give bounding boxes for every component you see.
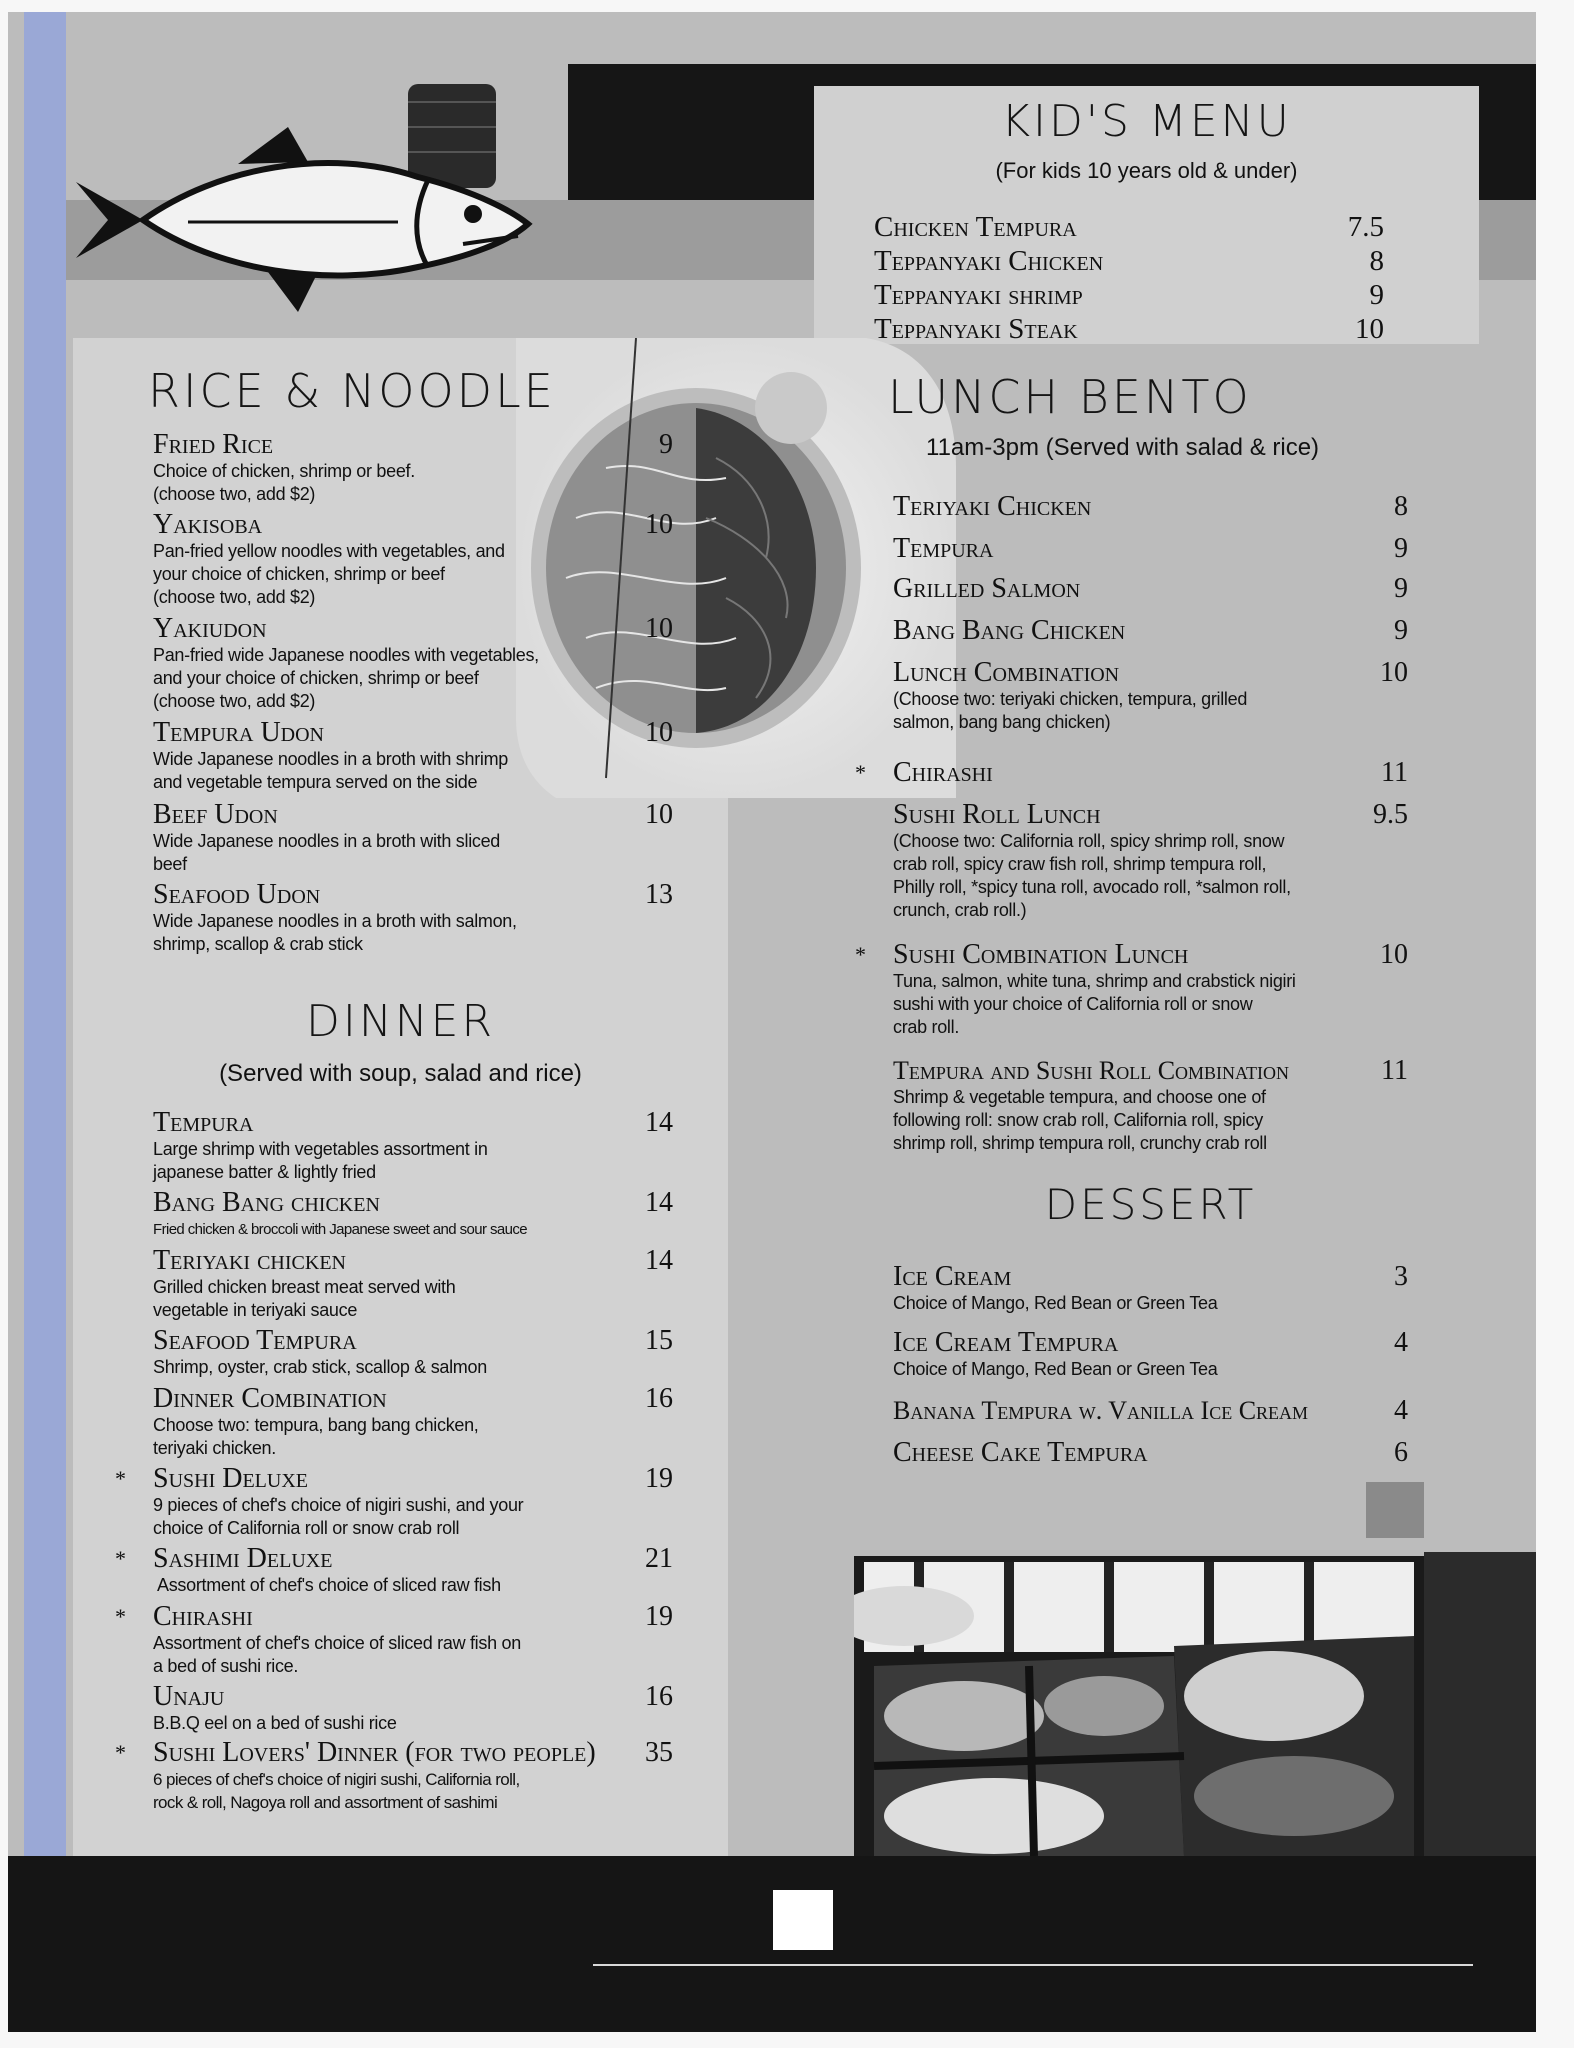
item-price: 11 (1381, 757, 1408, 788)
item-price: 3 (1394, 1261, 1408, 1292)
menu-item (115, 1601, 673, 1678)
item-name: Yakisoba (153, 509, 263, 540)
menu-item (153, 429, 673, 506)
menu-item (153, 1107, 673, 1184)
menu-item (153, 1383, 673, 1460)
menu-item (893, 616, 1408, 646)
item-name: Teppanyaki Chicken (874, 245, 1104, 277)
lunch-bento-subtitle: 11am-3pm (Served with salad & rice) (926, 434, 1320, 461)
item-price: 9 (1394, 615, 1408, 646)
item-price: 6 (1394, 1437, 1408, 1468)
item-name: Tempura (893, 533, 994, 564)
item-description: Wide Japanese noodles in a broth with sliced beef (153, 831, 501, 874)
item-name: Cheese Cake Tempura (893, 1437, 1148, 1468)
item-description: Choice of Mango, Red Bean or Green Tea (893, 1359, 1218, 1379)
menu-item (893, 1328, 1408, 1381)
item-name: Unaju (153, 1681, 225, 1712)
menu-item (153, 509, 673, 609)
item-name: Sushi Roll Lunch (893, 799, 1101, 830)
item-name: Banana Tempura w. Vanilla Ice Cream (893, 1396, 1309, 1425)
item-price: 10 (1355, 313, 1384, 345)
item-name: Teppanyaki Steak (874, 313, 1078, 345)
star-marker: * (115, 1546, 126, 1571)
menu-item (153, 613, 673, 713)
menu-item (855, 757, 1408, 788)
item-price: 10 (645, 509, 673, 540)
item-price: 15 (645, 1325, 673, 1356)
menu-item (153, 1325, 673, 1379)
kids-menu-title: KID'S MENU (1001, 96, 1292, 147)
menu-item (153, 879, 673, 956)
item-price: 14 (645, 1245, 673, 1276)
menu-item (153, 1681, 673, 1735)
item-price: 4 (1394, 1395, 1408, 1426)
item-description: Assortment of chef's choice of sliced raw fish on a bed of sushi rice. (153, 1633, 521, 1676)
item-description: Pan-fried wide Japanese noodles with vegetables, and your choice of chicken, shrimp or beef (choose two, add $2) (153, 645, 539, 711)
menu-item (153, 1187, 673, 1241)
menu-item (115, 1737, 673, 1814)
item-description: 6 pieces of chef's choice of nigiri sushi, California roll, rock & roll, Nagoya roll and assortment of sashimi (153, 1770, 520, 1812)
item-description: Choice of chicken, shrimp or beef. (choose two, add $2) (153, 461, 415, 504)
item-price: 13 (645, 879, 673, 910)
item-price: 9 (1394, 573, 1408, 604)
item-name: Teriyaki Chicken (893, 491, 1092, 522)
decorative-square (1366, 1482, 1424, 1538)
footer-white-square (773, 1890, 833, 1950)
item-name: Tempura and Sushi Roll Combination (893, 1056, 1290, 1085)
menu-item (893, 1056, 1408, 1155)
kids-menu-item (874, 278, 1384, 312)
item-price: 9 (1394, 533, 1408, 564)
item-price: 19 (645, 1601, 673, 1632)
accent-blue-strip (24, 12, 66, 1882)
item-name: Seafood Tempura (153, 1325, 357, 1356)
item-name: Sushi Lovers' Dinner (for two people) (153, 1737, 596, 1768)
item-price: 7.5 (1347, 211, 1384, 243)
lunch-bento-title: LUNCH BENTO (888, 370, 1252, 424)
item-price: 8 (1369, 245, 1384, 277)
menu-item (855, 939, 1408, 1039)
star-marker: * (855, 942, 866, 967)
item-name: Teppanyaki shrimp (874, 279, 1083, 311)
item-price: 9.5 (1373, 799, 1408, 830)
footer-rule (593, 1964, 1473, 1966)
item-name: Grilled Salmon (893, 573, 1081, 604)
item-description: Large shrimp with vegetables assortment in japanese batter & lightly fried (153, 1139, 488, 1182)
item-price: 14 (645, 1187, 673, 1218)
item-description: (Choose two: California roll, spicy shrimp roll, snow crab roll, spicy craw fish roll, shrimp tempura roll, Philly roll, *spicy tuna roll, avocado roll, *salmon roll, crunch, crab roll.) (893, 831, 1291, 920)
item-name: Sashimi Deluxe (153, 1543, 333, 1574)
item-name: Sushi Combination Lunch (893, 939, 1189, 970)
item-price: 10 (1380, 939, 1408, 970)
menu-item (893, 492, 1408, 522)
item-name: Yakiudon (153, 613, 267, 644)
item-description: Grilled chicken breast meat served with vegetable in teriyaki sauce (153, 1277, 456, 1320)
item-description: Assortment of chef's choice of sliced raw fish (157, 1575, 501, 1595)
item-description: Tuna, salmon, white tuna, shrimp and crabstick nigiri sushi with your choice of California roll or snow crab roll. (893, 971, 1296, 1037)
item-price: 10 (645, 717, 673, 748)
kids-menu-subtitle: (For kids 10 years old & under) (995, 158, 1298, 183)
kids-menu-item (874, 210, 1384, 244)
footer-dark-band (8, 1856, 1536, 2032)
star-marker: * (115, 1604, 126, 1629)
item-price: 14 (645, 1107, 673, 1138)
item-description: Choice of Mango, Red Bean or Green Tea (893, 1293, 1218, 1313)
menu-item (153, 717, 673, 794)
item-description: B.B.Q eel on a bed of sushi rice (153, 1713, 397, 1733)
item-name: Bang Bang Chicken (893, 615, 1126, 646)
item-name: Ice Cream Tempura (893, 1327, 1119, 1358)
star-marker: * (115, 1740, 126, 1765)
dinner-title: DINNER (305, 996, 496, 1047)
rice-noodle-title: RICE & NOODLE (148, 364, 556, 418)
dinner-subtitle: (Served with soup, salad and rice) (219, 1060, 582, 1087)
item-name: Beef Udon (153, 799, 278, 830)
item-description: Pan-fried yellow noodles with vegetables, and your choice of chicken, shrimp or beef (choose two, add $2) (153, 541, 505, 607)
item-name: Dinner Combination (153, 1383, 387, 1414)
item-name: Tempura (153, 1107, 254, 1138)
dessert-title: DESSERT (1044, 1180, 1257, 1229)
item-price: 9 (1369, 279, 1384, 311)
item-name: Bang Bang chicken (153, 1187, 380, 1218)
item-name: Chirashi (153, 1601, 253, 1632)
item-description: Wide Japanese noodles in a broth with salmon, shrimp, scallop & crab stick (153, 911, 517, 954)
menu-item (893, 1438, 1408, 1468)
item-description: Choose two: tempura, bang bang chicken, teriyaki chicken. (153, 1415, 479, 1458)
item-description: Shrimp, oyster, crab stick, scallop & salmon (153, 1357, 487, 1377)
menu-item (115, 1543, 673, 1597)
item-price: 35 (645, 1737, 673, 1768)
menu-item (115, 1463, 673, 1540)
item-description: (Choose two: teriyaki chicken, tempura, grilled salmon, bang bang chicken) (893, 689, 1248, 732)
item-description: Shrimp & vegetable tempura, and choose one of following roll: snow crab roll, California roll, spicy shrimp roll, shrimp tempura roll, crunchy crab roll (893, 1087, 1267, 1153)
item-name: Chirashi (893, 757, 993, 788)
item-price: 16 (645, 1383, 673, 1414)
item-price: 19 (645, 1463, 673, 1494)
item-description: Wide Japanese noodles in a broth with shrimp and vegetable tempura served on the side (153, 749, 509, 792)
item-price: 21 (645, 1543, 673, 1574)
item-name: Seafood Udon (153, 879, 321, 910)
menu-item (153, 799, 673, 876)
item-price: 4 (1394, 1327, 1408, 1358)
item-price: 8 (1394, 491, 1408, 522)
item-description: 9 pieces of chef's choice of nigiri sushi, and your choice of California roll or snow crab roll (153, 1495, 524, 1538)
item-price: 10 (645, 613, 673, 644)
item-price: 11 (1381, 1055, 1408, 1086)
menu-item (153, 1245, 673, 1322)
item-price: 16 (645, 1681, 673, 1712)
menu-item (893, 1396, 1408, 1426)
item-name: Ice Cream (893, 1261, 1012, 1292)
menu-page (8, 12, 1536, 2032)
menu-item (893, 800, 1408, 922)
item-price: 9 (659, 429, 673, 460)
tuna-chef-hat-logo (68, 72, 558, 322)
item-name: Chicken Tempura (874, 211, 1077, 243)
menu-item (893, 658, 1408, 734)
item-name: Fried Rice (153, 429, 274, 460)
bento-box-photo (854, 1556, 1424, 1866)
item-name: Teriyaki chicken (153, 1245, 346, 1276)
menu-item (893, 534, 1408, 564)
star-marker: * (855, 760, 866, 785)
menu-item (893, 574, 1408, 604)
item-price: 10 (1380, 657, 1408, 688)
item-price: 10 (645, 799, 673, 830)
item-name: Tempura Udon (153, 717, 325, 748)
kids-menu-item (874, 244, 1384, 278)
item-description: Fried chicken & broccoli with Japanese sweet and sour sauce (153, 1221, 527, 1238)
right-dark-band (1424, 1552, 1536, 1882)
star-marker: * (115, 1466, 126, 1491)
menu-item (893, 1262, 1408, 1315)
item-name: Sushi Deluxe (153, 1463, 308, 1494)
item-name: Lunch Combination (893, 657, 1120, 688)
